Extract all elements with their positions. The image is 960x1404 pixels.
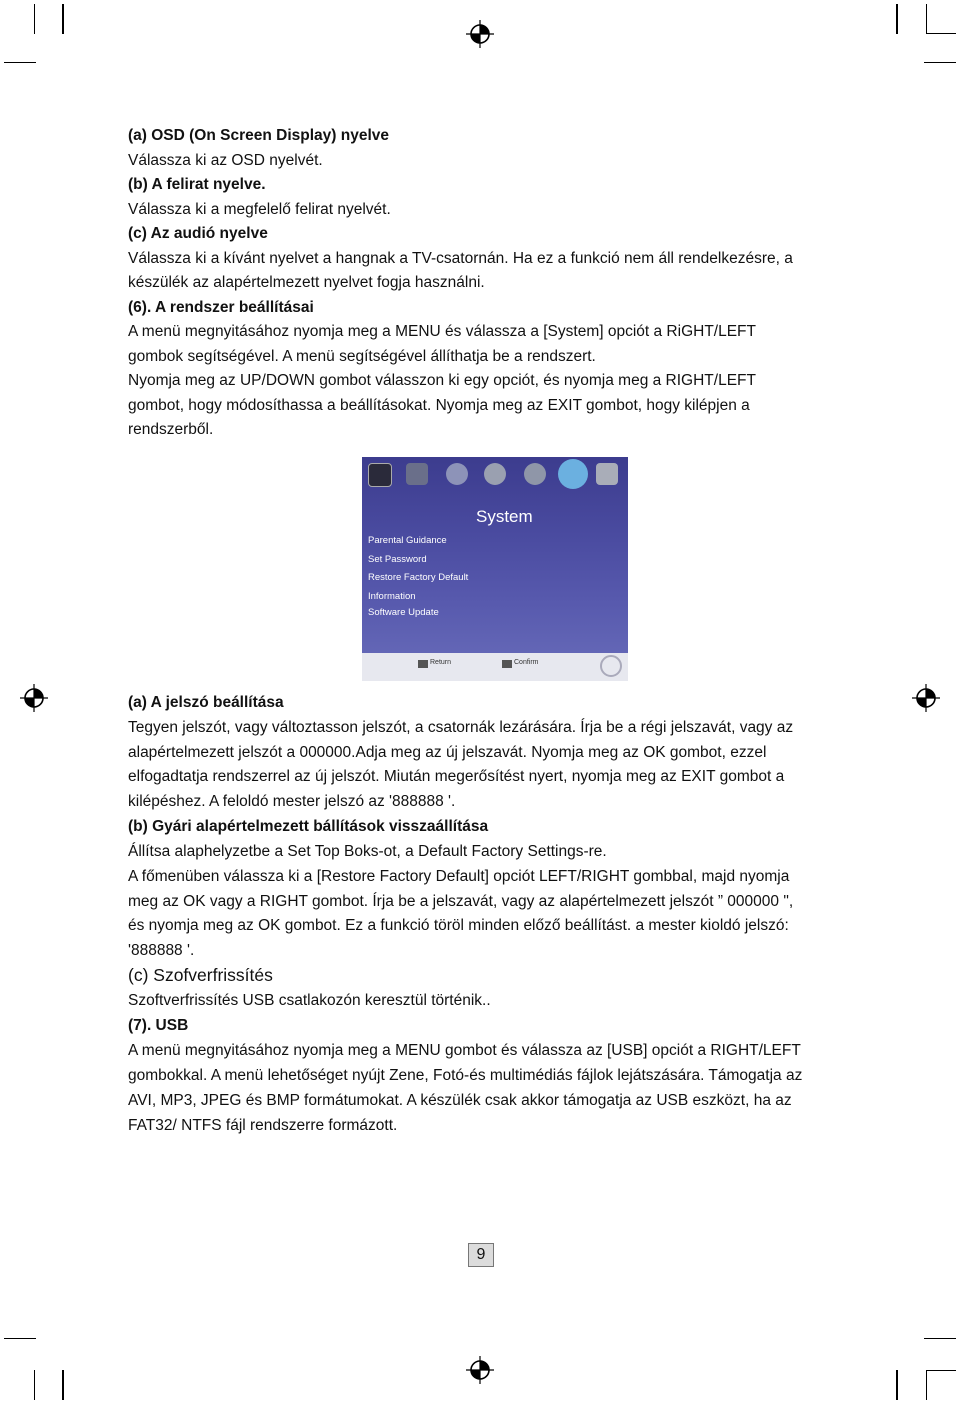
crop-mark — [926, 1370, 956, 1371]
osd-menu-item: Parental Guidance — [368, 535, 447, 546]
text-line: A főmenüben válassza ki a [Restore Factory Default] opciót LEFT/RIGHT gombbal, majd nyomja — [128, 868, 790, 885]
usb-icon — [596, 463, 618, 485]
text-line: Válassza ki a megfelelő felirat nyelvét. — [128, 201, 391, 218]
text-line: rendszerből. — [128, 421, 214, 438]
crop-mark — [926, 4, 927, 34]
text-line: Állítsa alaphelyzetbe a Set Top Boks-ot, a Default Factory Settings-re. — [128, 843, 607, 860]
heading-factory-reset: (b) Gyári alapértelmezett bállítások visszaállítása — [128, 818, 489, 835]
text-line: AVI, MP3, JPEG és BMP formátumokat. A készülék csak akkor támogatja az USB eszközt, ha az — [128, 1092, 792, 1109]
crop-mark — [926, 33, 956, 34]
text-line: Válassza ki az OSD nyelvét. — [128, 152, 323, 169]
text-line: elfogadtatja rendszerrel az új jelszót. Miután megerősítést nyert, nyomja meg az EXIT gombot a — [128, 768, 785, 785]
text-line: A menü megnyitásához nyomja meg a MENU és válassza a [System] opciót a RiGHT/LEFT — [128, 323, 756, 340]
search-icon — [446, 463, 468, 485]
system-menu-screenshot — [362, 457, 628, 681]
gear-icon — [558, 459, 588, 489]
navigation-arrows-icon — [600, 655, 622, 677]
picture-icon — [406, 463, 428, 485]
text-line: készülék az alapértelmezett nyelvet fogja használni. — [128, 274, 485, 291]
osd-bottom-bar — [362, 653, 628, 681]
text-line: Szoftverfrissítés USB csatlakozón keresztül történik.. — [128, 992, 491, 1009]
registration-mark-icon — [912, 684, 940, 712]
crop-mark — [34, 4, 35, 34]
osd-menu-item: Restore Factory Default — [368, 572, 469, 583]
crop-mark — [926, 1370, 927, 1400]
registration-mark-icon — [20, 684, 48, 712]
crop-mark — [4, 62, 36, 63]
text-line: alapértelmezett jelszót a 000000.Adja meg az új jelszavát. Nyomja meg az OK gombot, ezzel — [128, 744, 767, 761]
registration-mark-icon — [466, 1356, 494, 1384]
crop-mark — [4, 1338, 36, 1339]
text-line: és nyomja meg az OK gombot. Ez a funkció töröl minden előző beállítást. a mester kioldó jelszó: — [128, 917, 789, 934]
heading-password-setting: (a) A jelszó beállítása — [128, 694, 284, 711]
confirm-label: Confirm — [514, 659, 539, 666]
text-line: Tegyen jelszót, vagy változtasson jelszót, a csatornák lezárására. Írja be a régi jelszavát, vagy az — [128, 719, 794, 736]
crop-mark — [34, 1370, 35, 1400]
text-line: '888888 '. — [128, 942, 195, 959]
crop-mark — [924, 62, 956, 63]
page-number: 9 — [468, 1243, 494, 1267]
crop-mark — [924, 1338, 956, 1339]
osd-menu-item: Set Password — [368, 554, 427, 565]
text-line: gombok segítségével. A menü segítségével állíthatja be a rendszert. — [128, 348, 596, 365]
osd-menu-item: Information — [368, 591, 416, 602]
heading-usb: (7). USB — [128, 1017, 189, 1034]
return-key-icon — [418, 660, 428, 668]
crop-mark — [896, 4, 898, 34]
registration-mark-icon — [466, 20, 494, 48]
osd-menu-item: Software Update — [368, 607, 439, 618]
text-line: gombot, hogy módosíthassa a beállításokat. Nyomja meg az EXIT gombot, hogy kilépjen a — [128, 397, 750, 414]
heading-subtitle-language: (b) A felirat nyelve. — [128, 176, 266, 193]
tv-icon — [368, 463, 392, 487]
crop-mark — [896, 1370, 898, 1400]
text-line: meg az OK vagy a RIGHT gombot. Írja be a jelszavát, vagy az alapértelmezett jelszót ” 000000 ", — [128, 893, 794, 910]
heading-system-settings: (6). A rendszer beállításai — [128, 299, 314, 316]
text-line: Válassza ki a kívánt nyelvet a hangnak a TV-csatornán. Ha ez a funkció nem áll rendelkezésre, a — [128, 250, 793, 267]
text-line: A menü megnyitásához nyomja meg a MENU gombot és válassza az [USB] opciót a RIGHT/LEFT — [128, 1042, 801, 1059]
osd-screen — [362, 457, 628, 653]
heading-audio-language: (c) Az audió nyelve — [128, 225, 268, 242]
clock-icon — [524, 463, 546, 485]
globe-icon — [484, 463, 506, 485]
crop-mark — [62, 4, 64, 34]
text-line: FAT32/ NTFS fájl rendszerre formázott. — [128, 1117, 398, 1134]
heading-software-update: (c) Szofverfrissítés — [128, 965, 273, 985]
text-line: kilépéshez. A feloldó mester jelszó az '888888 '. — [128, 793, 456, 810]
heading-osd-language: (a) OSD (On Screen Display) nyelve — [128, 127, 390, 144]
text-line: gombokkal. A menü lehetőséget nyújt Zene, Fotó-és multimédiás fájlok lejátszására. Támogatja az — [128, 1067, 803, 1084]
text-line: Nyomja meg az UP/DOWN gombot válasszon ki egy opciót, és nyomja meg a RIGHT/LEFT — [128, 372, 756, 389]
osd-title: System — [476, 507, 533, 526]
return-label: Return — [430, 659, 452, 666]
confirm-key-icon — [502, 660, 512, 668]
crop-mark — [62, 1370, 64, 1400]
